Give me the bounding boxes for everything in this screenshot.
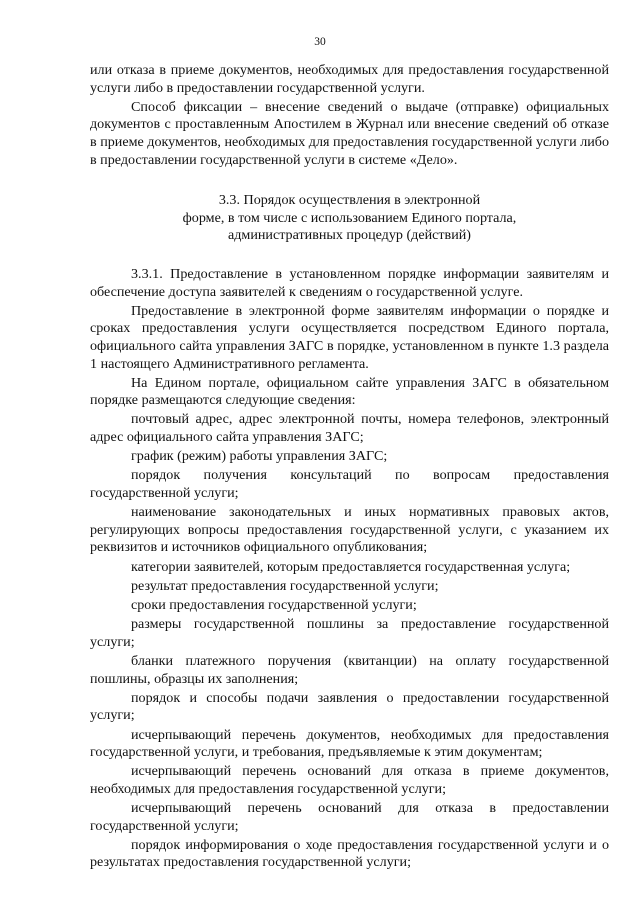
section-heading-line: форме, в том числе с использованием Единого портала, bbox=[182, 209, 517, 226]
section-heading bbox=[90, 192, 609, 245]
list-item: график (режим) работы управления ЗАГС; bbox=[131, 448, 388, 465]
list-item: порядок и способы подачи заявления о предоставлении государственной услуги; bbox=[90, 689, 609, 724]
body-paragraph: На Едином портале, официальном сайте управления ЗАГС в обязательном порядке размещаются следующие сведения: bbox=[90, 374, 609, 409]
list-item: категории заявителей, которым предоставляется государственная услуга; bbox=[131, 558, 571, 575]
list-item: порядок информирования о ходе предоставления государственной услуги и о результатах предоставления государственной услуги; bbox=[90, 836, 609, 871]
list-item: размеры государственной пошлины за предоставление государственной услуги; bbox=[90, 616, 609, 650]
page-number: 30 bbox=[314, 36, 326, 48]
body-paragraph: или отказа в приеме документов, необходимых для предоставления государственной услуги либо в предоставлении государственной услуги. bbox=[90, 62, 609, 96]
list-item: исчерпывающий перечень оснований для отказа в предоставлении государственной услуги; bbox=[90, 800, 609, 834]
body-paragraph: 3.3.1. Предоставление в установленном порядке информации заявителям и обеспечение доступа заявителей к сведениям о государственной услуге. bbox=[90, 265, 609, 300]
list-item: почтовый адрес, адрес электронной почты, номера телефонов, электронный адрес официального сайта управления ЗАГС; bbox=[90, 411, 609, 446]
list-item: сроки предоставления государственной услуги; bbox=[131, 596, 417, 613]
list-item: бланки платежного поручения (квитанции) на оплату государственной пошлины, образцы их заполнения; bbox=[90, 652, 609, 687]
list-item: исчерпывающий перечень оснований для отказа в приеме документов, необходимых для предоставления государственной услуги; bbox=[90, 763, 609, 797]
body-paragraph: Способ фиксации – внесение сведений о выдаче (отправке) официальных документов с проставленным Апостилем в Журнал или внесение сведений об отказе в приеме документов, необходимых для предоставления государственной услуги либо в предоставлении государственной услуги в системе «Дело». bbox=[90, 98, 609, 168]
body-paragraph: Предоставление в электронной форме заявителям информации о порядке и сроках предоставления услуги осуществляется посредством Единого портала, официального сайта управления ЗАГС в порядке, установленном в пункте 1.3 раздела 1 настоящего Административного регламента. bbox=[90, 302, 609, 372]
section-heading-line: 3.3. Порядок осуществления в электронной bbox=[218, 192, 481, 209]
list-item: исчерпывающий перечень документов, необходимых для предоставления государственной услуги, и требования, предъявляемые к этим документам; bbox=[90, 726, 609, 761]
document-body bbox=[90, 62, 609, 872]
section-heading-line: административных процедур (действий) bbox=[228, 227, 471, 244]
list-item: порядок получения консультаций по вопросам предоставления государственной услуги; bbox=[90, 467, 609, 502]
list-item: наименование законодательных и иных нормативных правовых актов, регулирующих вопросы предоставления государственной услуги, с указанием их реквизитов и источников официального опубликования; bbox=[90, 504, 609, 556]
list-item: результат предоставления государственной услуги; bbox=[131, 577, 439, 594]
